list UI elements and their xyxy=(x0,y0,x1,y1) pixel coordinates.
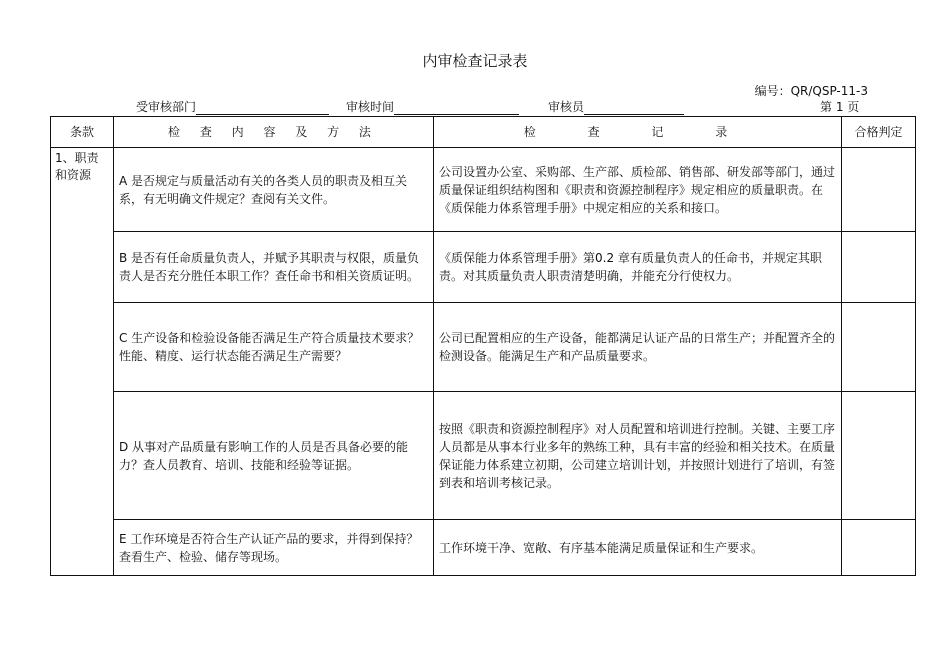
check-cell: B 是否有任命质量负责人，并赋予其职责与权限，质量负责人是否充分胜任本职工作？查任命书和相关资质证明。 xyxy=(114,232,434,303)
record-cell: 按照《职责和资源控制程序》对人员配置和培训进行控制。关键、主要工序人员都是从事本行业多年的熟练工种，具有丰富的经验和相关技术。在质量保证能力体系建立初期，公司建立培训计划，并按照计划进行了培训，有签到表和培训考核记录。 xyxy=(434,392,842,520)
verdict-cell[interactable] xyxy=(842,392,916,520)
audited-dept-field xyxy=(136,98,329,115)
table-row xyxy=(51,232,916,303)
header-verdict: 合格判定 xyxy=(842,117,916,148)
verdict-cell[interactable] xyxy=(842,232,916,303)
auditor-blank[interactable] xyxy=(584,101,684,115)
table-row xyxy=(51,392,916,520)
header-clause: 条款 xyxy=(51,117,114,148)
clause-cell: 1、职责和资源 xyxy=(51,148,114,576)
auditor-label: 审核员 xyxy=(548,100,585,114)
header-fields xyxy=(0,98,950,114)
table-row xyxy=(51,520,916,576)
header-check-record: 检 查 记 录 xyxy=(434,117,842,148)
check-cell: A 是否规定与质量活动有关的各类人员的职责及相互关系，有无明确文件规定？查阅有关文件。 xyxy=(114,148,434,232)
check-cell: D 从事对产品质量有影响工作的人员是否具备必要的能力？查人员教育、培训、技能和经验等证据。 xyxy=(114,392,434,520)
table-header-row xyxy=(51,117,916,148)
verdict-cell[interactable] xyxy=(842,303,916,392)
auditor-field xyxy=(548,98,684,115)
verdict-cell[interactable] xyxy=(842,520,916,576)
audit-time-field xyxy=(346,98,519,115)
check-cell: E 工作环境是否符合生产认证产品的要求，并得到保持？查看生产、检验、储存等现场。 xyxy=(114,520,434,576)
table-row xyxy=(51,303,916,392)
page-number: 第 1 页 xyxy=(820,100,860,114)
record-cell: 工作环境干净、宽敞、有序基本能满足质量保证和生产要求。 xyxy=(434,520,842,576)
record-cell: 《质保能力体系管理手册》第0.2 章有质量负责人的任命书，并规定其职责。对其质量负责人职责清楚明确，并能充分行使权力。 xyxy=(434,232,842,303)
audit-record-table xyxy=(50,116,916,576)
audit-time-blank[interactable] xyxy=(394,101,519,115)
document-code: 编号：QR/QSP-11-3 xyxy=(754,84,868,98)
record-cell: 公司已配置相应的生产设备，能都满足认证产品的日常生产；并配置齐全的检测设备。能满足生产和产品质量要求。 xyxy=(434,303,842,392)
document-title: 内审检查记录表 xyxy=(422,52,528,70)
record-cell: 公司设置办公室、采购部、生产部、质检部、销售部、研发部等部门，通过质量保证组织结构图和《职责和资源控制程序》规定相应的质量职责。在《质保能力体系管理手册》中规定相应的关系和接口。 xyxy=(434,148,842,232)
table-row xyxy=(51,148,916,232)
header-check-content: 检 查 内 容 及 方 法 xyxy=(114,117,434,148)
audit-time-label: 审核时间 xyxy=(346,100,395,114)
check-cell: C 生产设备和检验设备能否满足生产符合质量技术要求？性能、精度、运行状态能否满足生产需要？ xyxy=(114,303,434,392)
audited-dept-label: 受审核部门 xyxy=(136,100,197,114)
verdict-cell[interactable] xyxy=(842,148,916,232)
audited-dept-blank[interactable] xyxy=(196,101,329,115)
